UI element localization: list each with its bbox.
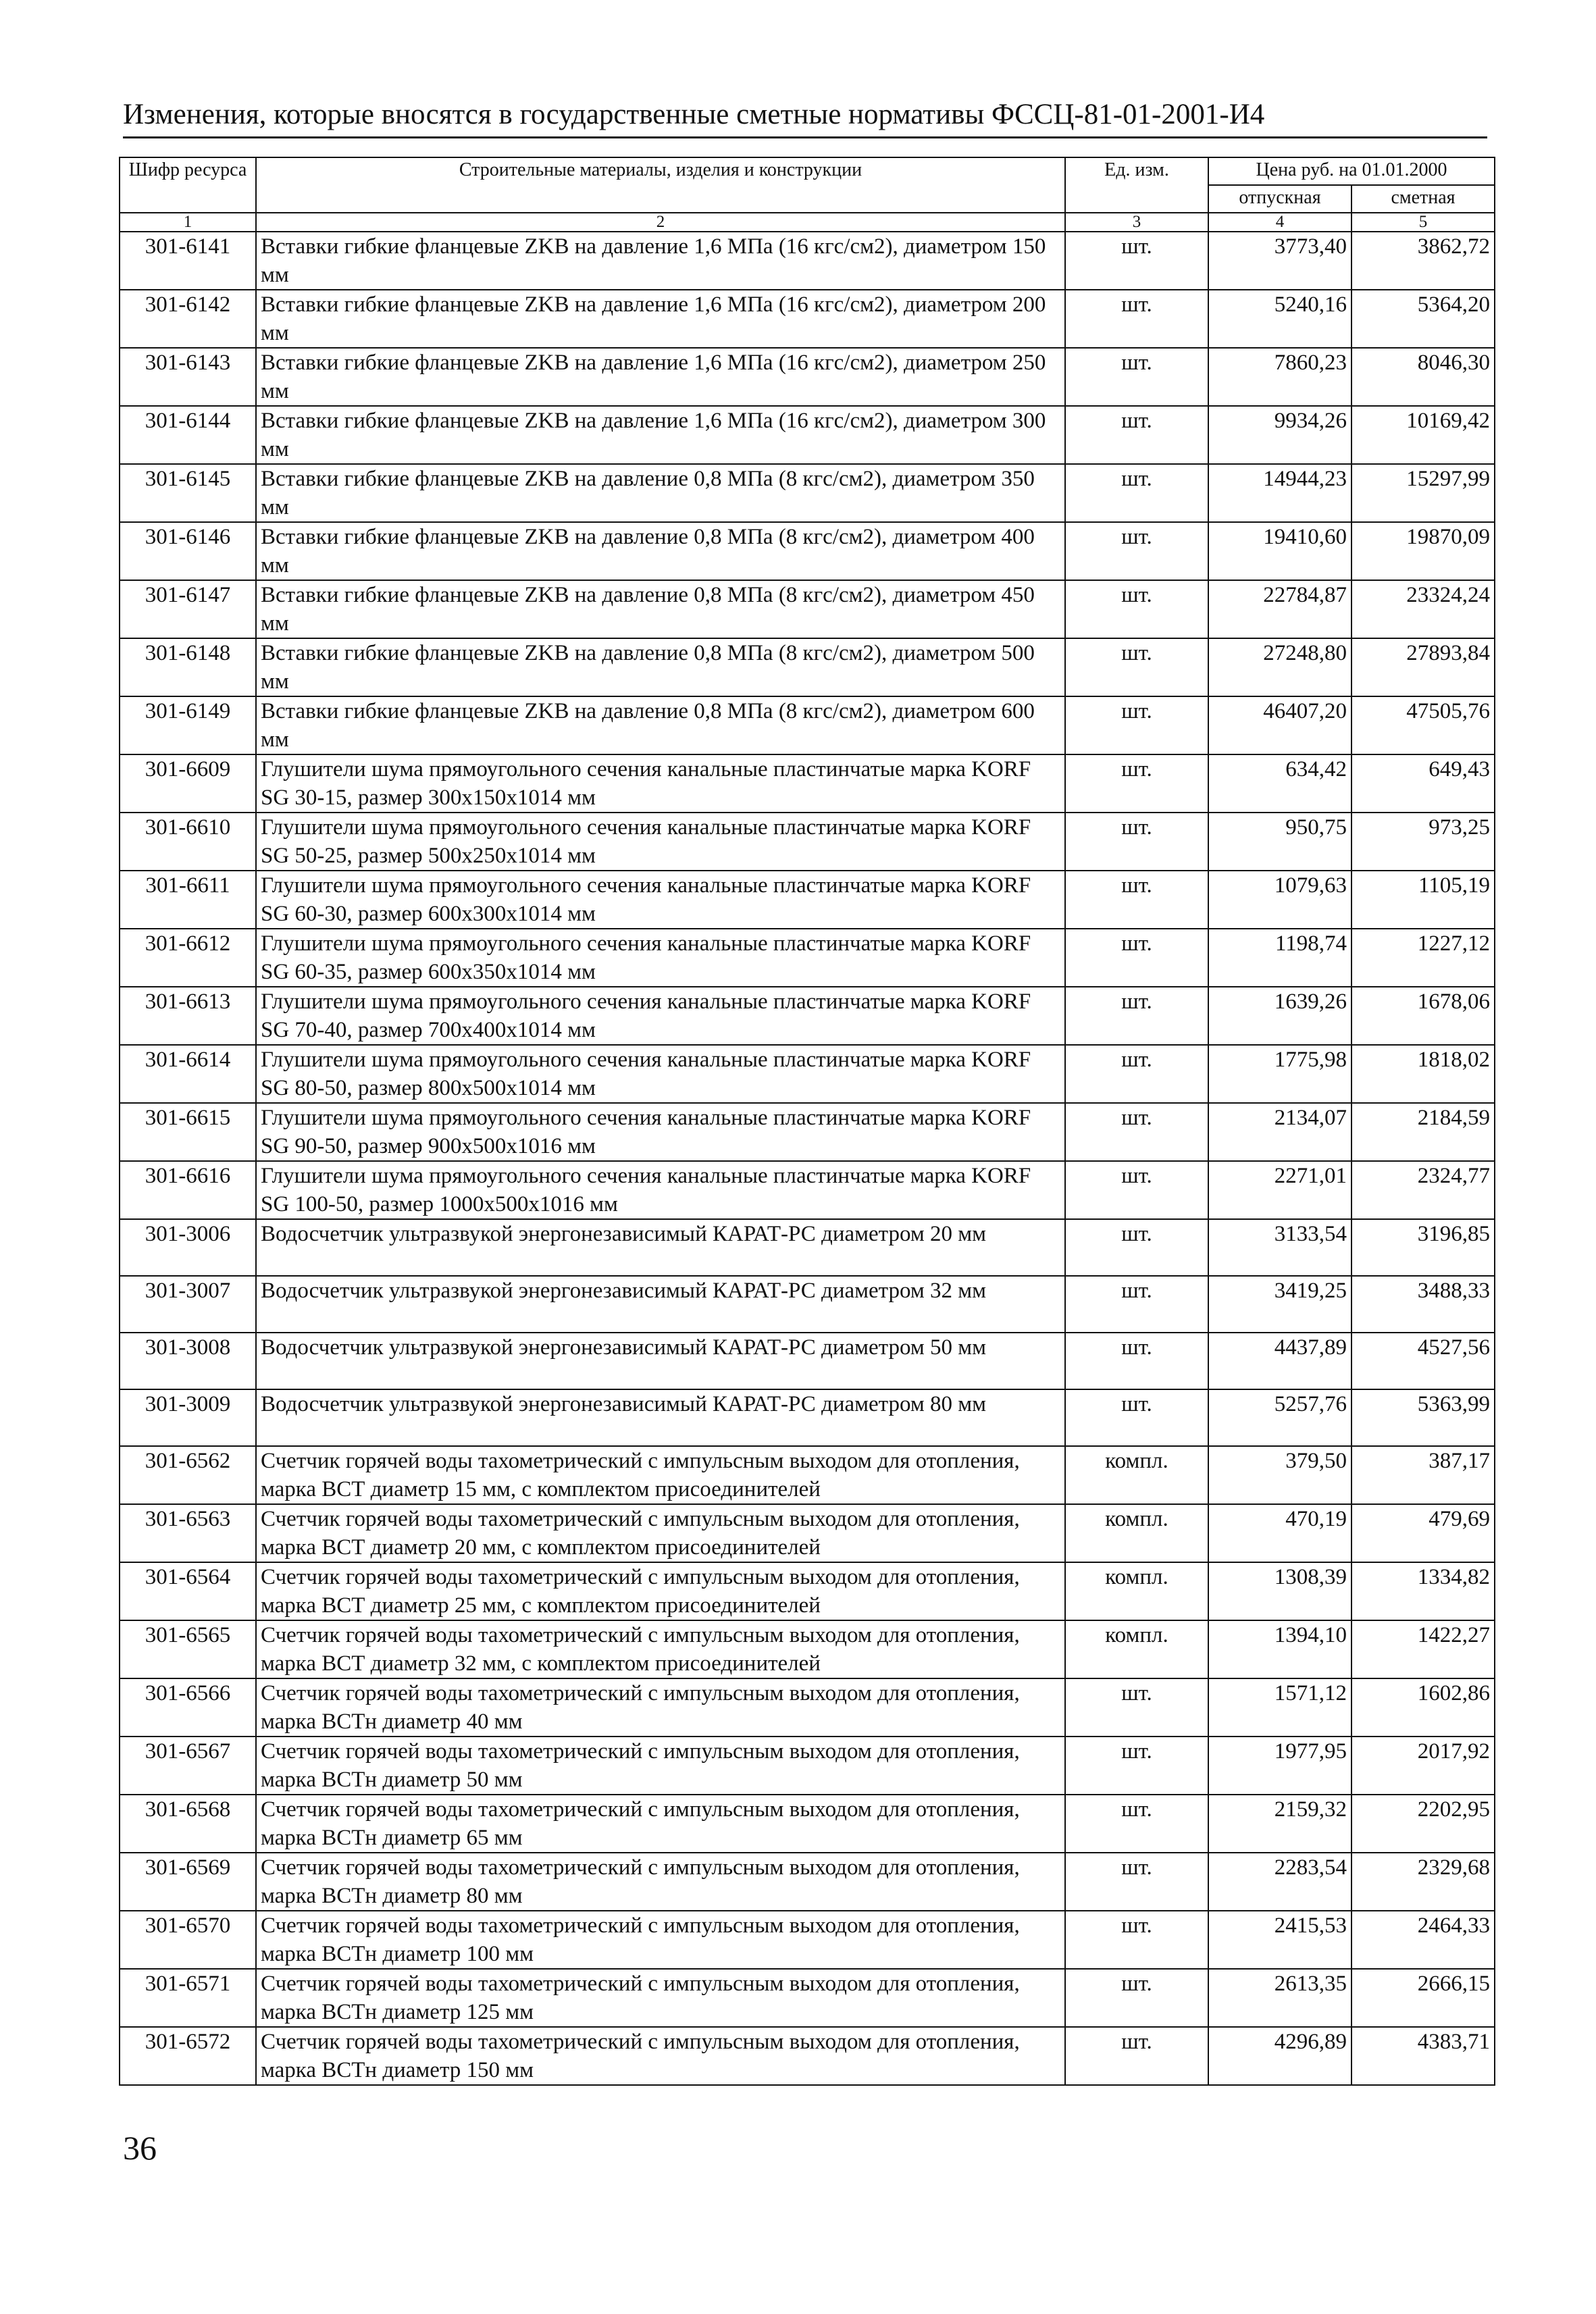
release-price: 950,75 [1208, 813, 1352, 871]
release-price: 1079,63 [1208, 871, 1352, 929]
release-price: 27248,80 [1208, 638, 1352, 696]
release-price: 634,42 [1208, 754, 1352, 813]
table-row [120, 348, 1495, 406]
table-row [120, 1389, 1495, 1446]
resource-code: 301-6612 [120, 929, 256, 987]
release-price: 1639,26 [1208, 987, 1352, 1045]
estimate-price: 1334,82 [1352, 1562, 1495, 1620]
release-price: 2415,53 [1208, 1911, 1352, 1969]
resource-code: 301-6564 [120, 1562, 256, 1620]
table-row [120, 871, 1495, 929]
table-row [120, 1620, 1495, 1678]
estimate-price: 19870,09 [1352, 522, 1495, 580]
release-price: 3773,40 [1208, 232, 1352, 290]
page-number: 36 [123, 2129, 157, 2167]
column-number: 5 [1352, 213, 1495, 232]
unit-of-measure: шт. [1065, 348, 1208, 406]
estimate-price: 649,43 [1352, 754, 1495, 813]
release-price: 9934,26 [1208, 406, 1352, 464]
material-name: Глушители шума прямоугольного сечения канальные пластинчатые марка KORF SG 60-35, размер 600x350x1014 мм [256, 929, 1065, 987]
material-name: Вставки гибкие фланцевые ZKB на давление 1,6 МПа (16 кгс/см2), диаметром 300 мм [256, 406, 1065, 464]
resource-code: 301-6149 [120, 696, 256, 754]
release-price: 1308,39 [1208, 1562, 1352, 1620]
resource-code: 301-6567 [120, 1737, 256, 1795]
material-name: Вставки гибкие фланцевые ZKB на давление 0,8 МПа (8 кгс/см2), диаметром 450 мм [256, 580, 1065, 638]
table-row [120, 987, 1495, 1045]
release-price: 2613,35 [1208, 1969, 1352, 2027]
resource-code: 301-3007 [120, 1276, 256, 1333]
release-price: 379,50 [1208, 1446, 1352, 1504]
resource-code: 301-6572 [120, 2027, 256, 2085]
estimate-price: 2666,15 [1352, 1969, 1495, 2027]
material-name: Водосчетчик ультразвукой энергонезависимый КАРАТ-РС диаметром 50 мм [256, 1333, 1065, 1389]
material-name: Водосчетчик ультразвукой энергонезависимый КАРАТ-РС диаметром 80 мм [256, 1389, 1065, 1446]
resource-code: 301-6565 [120, 1620, 256, 1678]
estimate-price: 3488,33 [1352, 1276, 1495, 1333]
unit-of-measure: шт. [1065, 1853, 1208, 1911]
unit-of-measure: компл. [1065, 1620, 1208, 1678]
table-row [120, 1969, 1495, 2027]
material-name: Вставки гибкие фланцевые ZKB на давление 0,8 МПа (8 кгс/см2), диаметром 400 мм [256, 522, 1065, 580]
estimate-price: 47505,76 [1352, 696, 1495, 754]
material-name: Счетчик горячей воды тахометрический с импульсным выходом для отопления, марка ВСТ диаметр 25 мм, с комплектом присоединителей [256, 1562, 1065, 1620]
table-row [120, 290, 1495, 348]
table-row [120, 1103, 1495, 1161]
material-name: Вставки гибкие фланцевые ZKB на давление 1,6 МПа (16 кгс/см2), диаметром 250 мм [256, 348, 1065, 406]
release-price: 1198,74 [1208, 929, 1352, 987]
material-name: Глушители шума прямоугольного сечения канальные пластинчатые марка KORF SG 70-40, размер 700x400x1014 мм [256, 987, 1065, 1045]
page-title: Изменения, которые вносятся в государственные сметные нормативы ФССЦ-81-01-2001-И4 [123, 96, 1487, 138]
table-row [120, 1678, 1495, 1737]
material-name: Водосчетчик ультразвукой энергонезависимый КАРАТ-РС диаметром 20 мм [256, 1219, 1065, 1276]
release-price: 2283,54 [1208, 1853, 1352, 1911]
table-row [120, 813, 1495, 871]
release-price: 22784,87 [1208, 580, 1352, 638]
release-price: 2134,07 [1208, 1103, 1352, 1161]
price-table [119, 157, 1495, 2086]
table-row [120, 1562, 1495, 1620]
unit-of-measure: шт. [1065, 1678, 1208, 1737]
resource-code: 301-6615 [120, 1103, 256, 1161]
material-name: Счетчик горячей воды тахометрический с импульсным выходом для отопления, марка ВСТ диаметр 32 мм, с комплектом присоединителей [256, 1620, 1065, 1678]
estimate-price: 15297,99 [1352, 464, 1495, 522]
table-row [120, 1911, 1495, 1969]
release-price: 4437,89 [1208, 1333, 1352, 1389]
material-name: Счетчик горячей воды тахометрический с импульсным выходом для отопления, марка ВСТ диаметр 20 мм, с комплектом присоединителей [256, 1504, 1065, 1562]
resource-code: 301-6570 [120, 1911, 256, 1969]
estimate-price: 5364,20 [1352, 290, 1495, 348]
resource-code: 301-6563 [120, 1504, 256, 1562]
unit-of-measure: шт. [1065, 1795, 1208, 1853]
column-header-price: Цена руб. на 01.01.2000 [1208, 157, 1495, 185]
material-name: Счетчик горячей воды тахометрический с импульсным выходом для отопления, марка ВСТн диаметр 50 мм [256, 1737, 1065, 1795]
estimate-price: 3196,85 [1352, 1219, 1495, 1276]
table-row [120, 1853, 1495, 1911]
material-name: Глушители шума прямоугольного сечения канальные пластинчатые марка KORF SG 80-50, размер 800x500x1014 мм [256, 1045, 1065, 1103]
table-row [120, 1737, 1495, 1795]
resource-code: 301-6569 [120, 1853, 256, 1911]
estimate-price: 1678,06 [1352, 987, 1495, 1045]
release-price: 5240,16 [1208, 290, 1352, 348]
column-number: 4 [1208, 213, 1352, 232]
table-row [120, 2027, 1495, 2085]
resource-code: 301-6609 [120, 754, 256, 813]
release-price: 3419,25 [1208, 1276, 1352, 1333]
resource-code: 301-6142 [120, 290, 256, 348]
estimate-price: 973,25 [1352, 813, 1495, 871]
unit-of-measure: шт. [1065, 1969, 1208, 2027]
table-row [120, 929, 1495, 987]
release-price: 1775,98 [1208, 1045, 1352, 1103]
unit-of-measure: шт. [1065, 638, 1208, 696]
column-number: 2 [256, 213, 1065, 232]
resource-code: 301-6562 [120, 1446, 256, 1504]
resource-code: 301-3009 [120, 1389, 256, 1446]
unit-of-measure: шт. [1065, 406, 1208, 464]
table-row [120, 754, 1495, 813]
release-price: 2271,01 [1208, 1161, 1352, 1219]
resource-code: 301-6613 [120, 987, 256, 1045]
material-name: Глушители шума прямоугольного сечения канальные пластинчатые марка KORF SG 60-30, размер 600x300x1014 мм [256, 871, 1065, 929]
material-name: Глушители шума прямоугольного сечения канальные пластинчатые марка KORF SG 90-50, размер 900x500x1016 мм [256, 1103, 1065, 1161]
table-row [120, 1219, 1495, 1276]
table-row [120, 1276, 1495, 1333]
resource-code: 301-6571 [120, 1969, 256, 2027]
unit-of-measure: шт. [1065, 987, 1208, 1045]
release-price: 470,19 [1208, 1504, 1352, 1562]
resource-code: 301-6143 [120, 348, 256, 406]
material-name: Счетчик горячей воды тахометрический с импульсным выходом для отопления, марка ВСТн диаметр 100 мм [256, 1911, 1065, 1969]
unit-of-measure: шт. [1065, 522, 1208, 580]
column-header-estimate-price: сметная [1352, 185, 1495, 213]
unit-of-measure: шт. [1065, 1219, 1208, 1276]
unit-of-measure: шт. [1065, 871, 1208, 929]
estimate-price: 1105,19 [1352, 871, 1495, 929]
resource-code: 301-6141 [120, 232, 256, 290]
table-row [120, 232, 1495, 290]
estimate-price: 1227,12 [1352, 929, 1495, 987]
table-row [120, 696, 1495, 754]
estimate-price: 2329,68 [1352, 1853, 1495, 1911]
resource-code: 301-6611 [120, 871, 256, 929]
release-price: 1394,10 [1208, 1620, 1352, 1678]
table-row [120, 406, 1495, 464]
table-row [120, 1045, 1495, 1103]
estimate-price: 1422,27 [1352, 1620, 1495, 1678]
column-header-code: Шифр ресурса [120, 157, 256, 213]
table-row [120, 522, 1495, 580]
unit-of-measure: шт. [1065, 1103, 1208, 1161]
material-name: Счетчик горячей воды тахометрический с импульсным выходом для отопления, марка ВСТн диаметр 125 мм [256, 1969, 1065, 2027]
release-price: 7860,23 [1208, 348, 1352, 406]
estimate-price: 2017,92 [1352, 1737, 1495, 1795]
material-name: Вставки гибкие фланцевые ZKB на давление 1,6 МПа (16 кгс/см2), диаметром 150 мм [256, 232, 1065, 290]
resource-code: 301-6566 [120, 1678, 256, 1737]
estimate-price: 2202,95 [1352, 1795, 1495, 1853]
release-price: 1977,95 [1208, 1737, 1352, 1795]
release-price: 46407,20 [1208, 696, 1352, 754]
material-name: Счетчик горячей воды тахометрический с импульсным выходом для отопления, марка ВСТн диаметр 150 мм [256, 2027, 1065, 2085]
table-row [120, 1446, 1495, 1504]
estimate-price: 3862,72 [1352, 232, 1495, 290]
estimate-price: 2184,59 [1352, 1103, 1495, 1161]
table-row [120, 1333, 1495, 1389]
table-row [120, 1504, 1495, 1562]
estimate-price: 10169,42 [1352, 406, 1495, 464]
release-price: 4296,89 [1208, 2027, 1352, 2085]
unit-of-measure: шт. [1065, 232, 1208, 290]
unit-of-measure: компл. [1065, 1562, 1208, 1620]
column-header-unit: Ед. изм. [1065, 157, 1208, 213]
unit-of-measure: шт. [1065, 464, 1208, 522]
table-row [120, 1161, 1495, 1219]
release-price: 2159,32 [1208, 1795, 1352, 1853]
material-name: Счетчик горячей воды тахометрический с импульсным выходом для отопления, марка ВСТ диаметр 15 мм, с комплектом присоединителей [256, 1446, 1065, 1504]
estimate-price: 4527,56 [1352, 1333, 1495, 1389]
resource-code: 301-6145 [120, 464, 256, 522]
material-name: Вставки гибкие фланцевые ZKB на давление 1,6 МПа (16 кгс/см2), диаметром 200 мм [256, 290, 1065, 348]
unit-of-measure: шт. [1065, 1911, 1208, 1969]
column-header-name: Строительные материалы, изделия и конструкции [256, 157, 1065, 213]
unit-of-measure: шт. [1065, 1333, 1208, 1389]
estimate-price: 27893,84 [1352, 638, 1495, 696]
resource-code: 301-6144 [120, 406, 256, 464]
column-number: 3 [1065, 213, 1208, 232]
unit-of-measure: шт. [1065, 1276, 1208, 1333]
release-price: 19410,60 [1208, 522, 1352, 580]
unit-of-measure: шт. [1065, 1045, 1208, 1103]
table-row [120, 638, 1495, 696]
material-name: Глушители шума прямоугольного сечения канальные пластинчатые марка KORF SG 100-50, размер 1000x500x1016 мм [256, 1161, 1065, 1219]
material-name: Счетчик горячей воды тахометрический с импульсным выходом для отопления, марка ВСТн диаметр 65 мм [256, 1795, 1065, 1853]
table-row [120, 580, 1495, 638]
release-price: 1571,12 [1208, 1678, 1352, 1737]
unit-of-measure: шт. [1065, 696, 1208, 754]
column-number: 1 [120, 213, 256, 232]
estimate-price: 2324,77 [1352, 1161, 1495, 1219]
table-row [120, 1795, 1495, 1853]
material-name: Счетчик горячей воды тахометрический с импульсным выходом для отопления, марка ВСТн диаметр 80 мм [256, 1853, 1065, 1911]
table-row [120, 464, 1495, 522]
estimate-price: 5363,99 [1352, 1389, 1495, 1446]
resource-code: 301-6147 [120, 580, 256, 638]
material-name: Вставки гибкие фланцевые ZKB на давление 0,8 МПа (8 кгс/см2), диаметром 350 мм [256, 464, 1065, 522]
resource-code: 301-6146 [120, 522, 256, 580]
unit-of-measure: шт. [1065, 1389, 1208, 1446]
release-price: 5257,76 [1208, 1389, 1352, 1446]
unit-of-measure: шт. [1065, 813, 1208, 871]
estimate-price: 23324,24 [1352, 580, 1495, 638]
estimate-price: 2464,33 [1352, 1911, 1495, 1969]
estimate-price: 1602,86 [1352, 1678, 1495, 1737]
estimate-price: 1818,02 [1352, 1045, 1495, 1103]
table-body [120, 232, 1495, 2085]
estimate-price: 4383,71 [1352, 2027, 1495, 2085]
resource-code: 301-6616 [120, 1161, 256, 1219]
material-name: Глушители шума прямоугольного сечения канальные пластинчатые марка KORF SG 30-15, размер 300x150x1014 мм [256, 754, 1065, 813]
resource-code: 301-6148 [120, 638, 256, 696]
release-price: 14944,23 [1208, 464, 1352, 522]
resource-code: 301-6614 [120, 1045, 256, 1103]
unit-of-measure: шт. [1065, 1161, 1208, 1219]
material-name: Вставки гибкие фланцевые ZKB на давление 0,8 МПа (8 кгс/см2), диаметром 600 мм [256, 696, 1065, 754]
resource-code: 301-6568 [120, 1795, 256, 1853]
estimate-price: 8046,30 [1352, 348, 1495, 406]
material-name: Водосчетчик ультразвукой энергонезависимый КАРАТ-РС диаметром 32 мм [256, 1276, 1065, 1333]
unit-of-measure: компл. [1065, 1504, 1208, 1562]
material-name: Глушители шума прямоугольного сечения канальные пластинчатые марка KORF SG 50-25, размер 500x250x1014 мм [256, 813, 1065, 871]
column-header-release-price: отпускная [1208, 185, 1352, 213]
unit-of-measure: шт. [1065, 580, 1208, 638]
unit-of-measure: компл. [1065, 1446, 1208, 1504]
material-name: Вставки гибкие фланцевые ZKB на давление 0,8 МПа (8 кгс/см2), диаметром 500 мм [256, 638, 1065, 696]
unit-of-measure: шт. [1065, 754, 1208, 813]
unit-of-measure: шт. [1065, 929, 1208, 987]
resource-code: 301-3008 [120, 1333, 256, 1389]
resource-code: 301-3006 [120, 1219, 256, 1276]
unit-of-measure: шт. [1065, 1737, 1208, 1795]
unit-of-measure: шт. [1065, 290, 1208, 348]
resource-code: 301-6610 [120, 813, 256, 871]
material-name: Счетчик горячей воды тахометрический с импульсным выходом для отопления, марка ВСТн диаметр 40 мм [256, 1678, 1065, 1737]
unit-of-measure: шт. [1065, 2027, 1208, 2085]
release-price: 3133,54 [1208, 1219, 1352, 1276]
estimate-price: 387,17 [1352, 1446, 1495, 1504]
estimate-price: 479,69 [1352, 1504, 1495, 1562]
